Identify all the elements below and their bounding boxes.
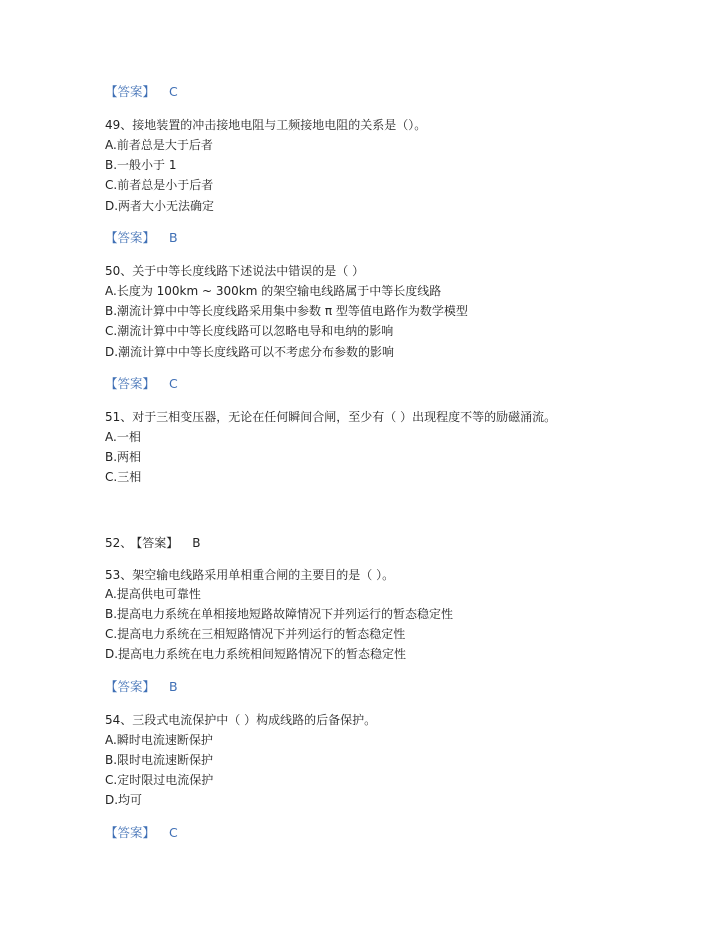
question-53-option-b: B.提高电力系统在单相接地短路故障情况下并列运行的暂态稳定性 bbox=[105, 607, 454, 621]
question-51-option-c: C.三相 bbox=[105, 470, 142, 484]
question-52 bbox=[105, 535, 201, 551]
question-54-stem: 54、三段式电流保护中（ ）构成线路的后备保护。 bbox=[105, 713, 377, 727]
answer-label: 【答案】 bbox=[105, 679, 156, 694]
question-50-option-b: B.潮流计算中中等长度线路采用集中参数 π 型等值电路作为数学模型 bbox=[105, 304, 468, 318]
question-51-stem: 51、对于三相变压器，无论在任何瞬间合闸，至少有（ ）出现程度不等的励磁涌流。 bbox=[105, 410, 557, 424]
question-53-option-d: D.提高电力系统在电力系统相间短路情况下的暂态稳定性 bbox=[105, 647, 407, 661]
answer-value: B bbox=[192, 536, 201, 550]
answer-48 bbox=[105, 84, 178, 100]
question-51-option-a: A.一相 bbox=[105, 430, 141, 444]
answer-value: C bbox=[169, 84, 178, 99]
answer-value: B bbox=[169, 230, 178, 245]
question-52-number: 52、 bbox=[105, 536, 133, 550]
question-49-option-a: A.前者总是大于后者 bbox=[105, 138, 213, 152]
question-49-option-c: C.前者总是小于后者 bbox=[105, 178, 214, 192]
answer-label: 【答案】 bbox=[105, 84, 156, 99]
answer-label: 【答案】 bbox=[105, 376, 156, 391]
answer-label: 【答案】 bbox=[105, 230, 156, 245]
question-49-option-b: B.一般小于 1 bbox=[105, 158, 177, 172]
answer-label: 【答案】 bbox=[105, 825, 156, 840]
question-53-option-a: A.提高供电可靠性 bbox=[105, 587, 201, 601]
answer-49 bbox=[105, 230, 178, 246]
question-50-option-a: A.长度为 100km ~ 300km 的架空输电线路属于中等长度线路 bbox=[105, 284, 442, 298]
question-49-stem: 49、接地装置的冲击接地电阻与工频接地电阻的关系是（）。 bbox=[105, 118, 427, 132]
question-51-option-b: B.两相 bbox=[105, 450, 142, 464]
answer-53 bbox=[105, 679, 178, 695]
question-54-option-d: D.均可 bbox=[105, 793, 143, 807]
question-53-stem: 53、架空输电线路采用单相重合闸的主要目的是（ ）。 bbox=[105, 568, 395, 582]
answer-value: C bbox=[169, 825, 178, 840]
question-54-option-b: B.限时电流速断保护 bbox=[105, 753, 214, 767]
answer-54 bbox=[105, 825, 178, 841]
question-49-option-d: D.两者大小无法确定 bbox=[105, 199, 215, 213]
question-50-stem: 50、关于中等长度线路下述说法中错误的是（ ） bbox=[105, 264, 365, 278]
answer-value: B bbox=[169, 679, 178, 694]
answer-label: 【答案】 bbox=[136, 536, 179, 550]
answer-50 bbox=[105, 376, 178, 392]
question-53-option-c: C.提高电力系统在三相短路情况下并列运行的暂态稳定性 bbox=[105, 627, 406, 641]
question-54-option-a: A.瞬时电流速断保护 bbox=[105, 733, 213, 747]
answer-value: C bbox=[169, 376, 178, 391]
question-50-option-d: D.潮流计算中中等长度线路可以不考虑分布参数的影响 bbox=[105, 345, 395, 359]
question-54-option-c: C.定时限过电流保护 bbox=[105, 773, 214, 787]
question-50-option-c: C.潮流计算中中等长度线路可以忽略电导和电纳的影响 bbox=[105, 324, 394, 338]
